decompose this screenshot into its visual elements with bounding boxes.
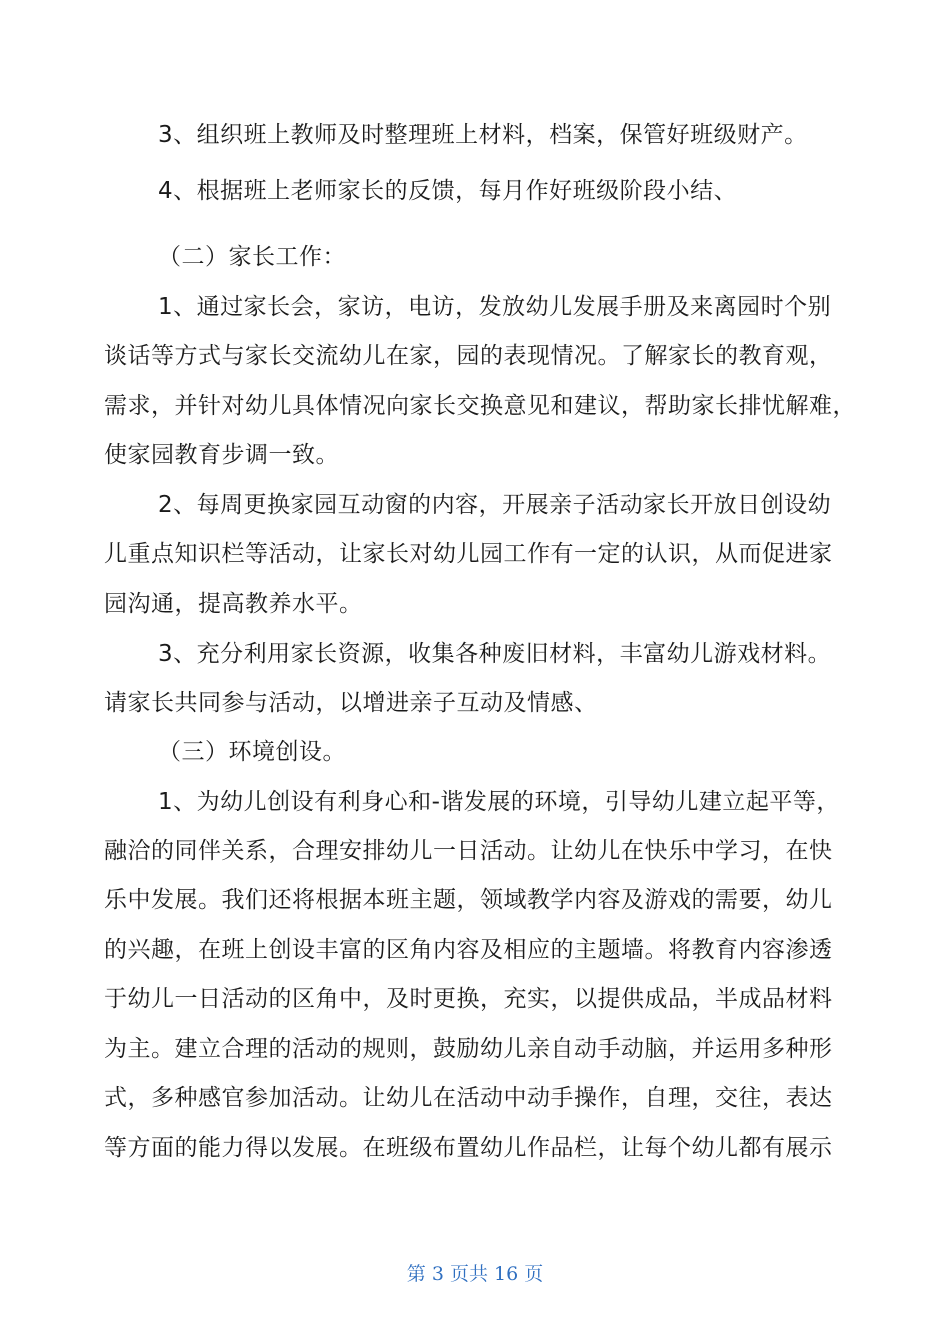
text-line: 使家园教育步调一致。 (104, 442, 339, 468)
text-line: 1、通过家长会，家访，电访，发放幼儿发展手册及来离园时个别 (158, 294, 832, 320)
section-heading: （二）家长工作： (158, 244, 346, 270)
text-line: 等方面的能力得以发展。在班级布置幼儿作品栏，让每个幼儿都有展示 (104, 1135, 833, 1161)
text-line: 3、组织班上教师及时整理班上材料，档案，保管好班级财产。 (158, 122, 808, 148)
text-line: 为主。建立合理的活动的规则，鼓励幼儿亲自动手动脑，并运用多种形 (104, 1036, 833, 1062)
text-line: 于幼儿一日活动的区角中，及时更换，充实，以提供成品，半成品材料 (104, 986, 833, 1012)
text-line: 2、每周更换家园互动窗的内容，开展亲子活动家长开放日创设幼 (158, 492, 832, 518)
text-line: 请家长共同参与活动，以增进亲子互动及情感、 (104, 690, 598, 716)
page-footer: 第 3 页共 16 页 (406, 1263, 544, 1285)
text-line: 儿重点知识栏等活动，让家长对幼儿园工作有一定的认识，从而促进家 (104, 541, 833, 567)
section-heading: （三）环境创设。 (158, 739, 346, 765)
text-line: 园沟通，提高教养水平。 (104, 591, 363, 617)
text-line: 需求，并针对幼儿具体情况向家长交换意见和建议，帮助家长排忧解难， (104, 393, 856, 419)
text-line: 1、为幼儿创设有利身心和-谐发展的环境，引导幼儿建立起平等， (158, 789, 840, 815)
text-line: 3、充分利用家长资源，收集各种废旧材料，丰富幼儿游戏材料。 (158, 641, 832, 667)
text-line: 的兴趣，在班上创设丰富的区角内容及相应的主题墙。将教育内容渗透 (104, 937, 833, 963)
text-line: 式，多种感官参加活动。让幼儿在活动中动手操作，自理，交往，表达 (104, 1085, 833, 1111)
text-line: 4、根据班上老师家长的反馈，每月作好班级阶段小结、 (158, 178, 738, 204)
text-line: 谈话等方式与家长交流幼儿在家，园的表现情况。了解家长的教育观， (104, 343, 833, 369)
text-line: 融洽的同伴关系，合理安排幼儿一日活动。让幼儿在快乐中学习，在快 (104, 838, 833, 864)
text-line: 乐中发展。我们还将根据本班主题，领域教学内容及游戏的需要，幼儿 (104, 887, 833, 913)
